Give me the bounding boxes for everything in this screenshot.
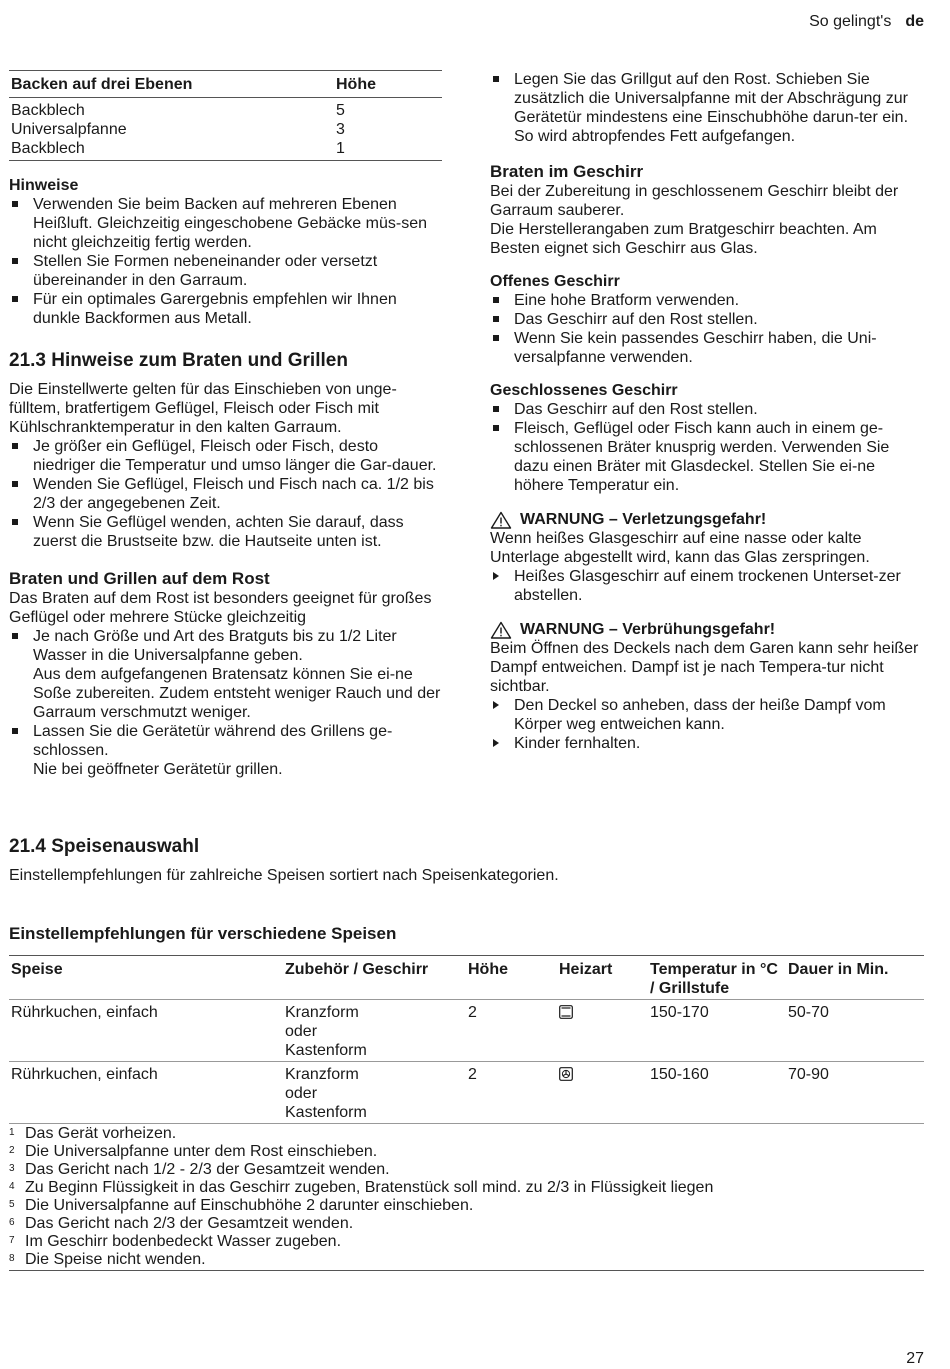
warning-injury <box>490 510 924 529</box>
warning-title: WARNUNG – Verletzungsgefahr! <box>520 511 767 528</box>
list-item-text: Je nach Größe und Art des Bratguts bis zu 1/2 Liter Wasser in die Universalpfanne geben. <box>33 628 397 664</box>
recommendations-table <box>9 955 924 1124</box>
footnote-number: 5 <box>9 1199 15 1210</box>
table-header: Höhe <box>334 71 442 98</box>
column-header-level: Höhe <box>466 956 557 1000</box>
footnote-number: 6 <box>9 1217 15 1228</box>
list-item: Stellen Sie Formen nebeneinander oder versetzt übereinander in den Garraum. <box>9 252 442 290</box>
footnote <box>9 1251 924 1269</box>
list-item-text: Lassen Sie die Gerätetür während des Grillens ge-schlossen. <box>33 723 393 759</box>
header-section: So gelingt's <box>809 13 892 30</box>
list-item <box>9 722 442 779</box>
footnote-text: Die Universalpfanne unter dem Rost einschieben. <box>25 1143 378 1160</box>
notes-list <box>9 195 442 328</box>
heating-cell <box>557 1062 648 1124</box>
table-header: Backen auf drei Ebenen <box>9 71 334 98</box>
footnote <box>9 1125 924 1143</box>
table-cell: Backblech <box>11 102 85 119</box>
column-header-temperature: Temperatur in °C / Grillstufe <box>648 956 786 1000</box>
table-row <box>9 1000 924 1062</box>
table-row <box>9 1062 924 1124</box>
section-21-4-title: 21.4 Speisenauswahl <box>9 836 200 857</box>
warning-triangle-icon <box>490 511 512 529</box>
list-item: Wenden Sie Geflügel, Fleisch und Fisch nach ca. 1/2 bis 2/3 der angegebenen Zeit. <box>9 475 442 513</box>
dish-cell: Rührkuchen, einfach <box>9 1062 283 1124</box>
warning-text: Beim Öffnen des Deckels nach dem Garen kann sehr heißer Dampf entweichen. Dampf ist je nach Tempera-tur nicht sichtbar. <box>490 640 919 695</box>
running-header <box>809 12 924 31</box>
roasting-in-dish-title: Braten im Geschirr <box>490 162 644 181</box>
list-item: Fleisch, Geflügel oder Fisch kann auch in einem ge-schlossenen Bräter knusprig werden. Verwenden Sie dazu einen Bräter mit Glasdeckel. Stellen Sie ei-ne höhere Temperatur ein. <box>490 419 924 495</box>
list-item: Das Geschirr auf den Rost stellen. <box>490 310 924 329</box>
column-header-duration: Dauer in Min. <box>786 956 924 1000</box>
accessory-line: Kranzform <box>285 1066 359 1083</box>
list-item: Eine hohe Bratform verwenden. <box>490 291 924 310</box>
warning-scalding <box>490 620 924 639</box>
open-dish-list <box>490 291 924 367</box>
accessory-line: Kranzform <box>285 1004 359 1021</box>
temperature-cell: 150-160 <box>648 1062 786 1124</box>
accessory-line: Kastenform <box>285 1104 367 1121</box>
column-header-heating: Heizart <box>557 956 648 1000</box>
closed-dish-title: Geschlossenes Geschirr <box>490 382 678 399</box>
section-21-3-intro: Die Einstellwerte gelten für das Einschieben von unge-fülltem, bratfertigem Geflügel, Fleisch oder Fisch mit Kühlschranktemperatur in den kalten Garraum. <box>9 381 397 436</box>
grill-rack-title: Braten und Grillen auf dem Rost <box>9 569 270 588</box>
column-header-accessory: Zubehör / Geschirr <box>283 956 466 1000</box>
right-column <box>490 70 924 753</box>
section-21-3-title: 21.3 Hinweise zum Braten und Grillen <box>9 350 348 371</box>
page-number: 27 <box>906 1350 924 1367</box>
footnote-number: 2 <box>9 1145 15 1156</box>
grill-rack-intro: Das Braten auf dem Rost ist besonders geeignet für großes Geflügel oder mehrere Stücke gleichzeitig <box>9 590 432 626</box>
action-item: Kinder fernhalten. <box>490 734 924 753</box>
footnotes <box>9 1125 924 1271</box>
duration-cell: 70-90 <box>786 1062 924 1124</box>
top-bottom-heat-icon <box>559 1005 573 1019</box>
footnote <box>9 1233 924 1251</box>
list-item: Wenn Sie kein passendes Geschirr haben, die Uni-versalpfanne verwenden. <box>490 329 924 367</box>
list-item: Verwenden Sie beim Backen auf mehreren Ebenen Heißluft. Gleichzeitig eingeschobene Gebäcke müs-sen nicht gleichzeitig fertig werden. <box>9 195 442 252</box>
footnote-number: 4 <box>9 1181 15 1192</box>
hot-air-fan-icon <box>559 1067 573 1081</box>
header-language: de <box>905 13 924 30</box>
footnote-text: Zu Beginn Flüssigkeit in das Geschirr zugeben, Bratenstück soll mind. zu 2/3 in Flüssigkeit liegen <box>25 1179 714 1196</box>
open-dish-title: Offenes Geschirr <box>490 273 620 290</box>
footnote-number: 8 <box>9 1253 15 1264</box>
paragraph: Die Herstellerangaben zum Bratgeschirr beachten. Am Besten eignet sich Geschirr aus Glas. <box>490 221 877 257</box>
table-cell: Backblech <box>9 139 334 161</box>
accessory-cell <box>283 1000 466 1062</box>
warning-actions <box>490 696 924 753</box>
accessory-line: oder <box>285 1023 318 1040</box>
footnote <box>9 1143 924 1161</box>
grill-rack-list-continued <box>490 70 924 146</box>
heating-cell <box>557 1000 648 1062</box>
roasting-notes-list <box>9 437 442 551</box>
action-item: Heißes Glasgeschirr auf einem trockenen Unterset-zer abstellen. <box>490 567 924 605</box>
left-column <box>9 70 442 779</box>
list-item-extra: Nie bei geöffneter Gerätetür grillen. <box>33 761 283 778</box>
temperature-cell: 150-170 <box>648 1000 786 1062</box>
level-cell: 2 <box>466 1000 557 1062</box>
recommendations-table-title: Einstellempfehlungen für verschiedene Speisen <box>9 924 397 943</box>
footnote-number: 1 <box>9 1127 15 1138</box>
accessory-cell <box>283 1062 466 1124</box>
footnote-number: 3 <box>9 1163 15 1174</box>
footnote-text: Im Geschirr bodenbedeckt Wasser zugeben. <box>25 1233 342 1250</box>
warning-triangle-icon <box>490 621 512 639</box>
warning-title: WARNUNG – Verbrühungsgefahr! <box>520 621 776 638</box>
footnote-text: Die Universalpfanne auf Einschubhöhe 2 darunter einschieben. <box>25 1197 474 1214</box>
list-item: Je größer ein Geflügel, Fleisch oder Fisch, desto niedriger die Temperatur und umso länger die Gar-dauer. <box>9 437 442 475</box>
list-item <box>9 627 442 722</box>
footnote-number: 7 <box>9 1235 15 1246</box>
footnote-text: Das Gericht nach 2/3 der Gesamtzeit wenden. <box>25 1215 354 1232</box>
list-item: Für ein optimales Garergebnis empfehlen wir Ihnen dunkle Backformen aus Metall. <box>9 290 442 328</box>
dish-cell: Rührkuchen, einfach <box>9 1000 283 1062</box>
list-item: Das Geschirr auf den Rost stellen. <box>490 400 924 419</box>
warning-text: Wenn heißes Glasgeschirr auf eine nasse oder kalte Unterlage abgestellt wird, kann das Glas zerspringen. <box>490 530 870 566</box>
accessory-line: Kastenform <box>285 1042 367 1059</box>
footnote-text: Das Gericht nach 1/2 - 2/3 der Gesamtzeit wenden. <box>25 1161 390 1178</box>
paragraph: Bei der Zubereitung in geschlossenem Geschirr bleibt der Garraum sauberer. <box>490 183 899 219</box>
table-cell: 3 <box>336 121 345 138</box>
footnote-text: Die Speise nicht wenden. <box>25 1251 206 1268</box>
table-cell: 1 <box>334 139 442 161</box>
section-21-4-intro: Einstellempfehlungen für zahlreiche Speisen sortiert nach Speisenkategorien. <box>9 867 559 884</box>
list-item-extra: Aus dem aufgefangenen Bratensatz können Sie ei-ne Soße zubereiten. Zudem entsteht weniger Rauch und der Garraum verschmutzt weniger. <box>33 666 441 721</box>
footnote <box>9 1215 924 1233</box>
closed-dish-list <box>490 400 924 495</box>
accessory-line: oder <box>285 1085 318 1102</box>
table-cell: 5 <box>336 102 345 119</box>
table-cell: Universalpfanne <box>11 121 127 138</box>
notes-title: Hinweise <box>9 177 79 194</box>
list-item: Legen Sie das Grillgut auf den Rost. Schieben Sie zusätzlich die Universalpfanne mit der Abschrägung zur Gerätetür mindestens eine Einschubhöhe darun-ter ein. So wird abtropfendes Fett aufgefangen. <box>490 70 924 146</box>
warning-actions <box>490 567 924 605</box>
list-item: Wenn Sie Geflügel wenden, achten Sie darauf, dass zuerst die Brustseite bzw. die Hautseite unten ist. <box>9 513 442 551</box>
column-header-dish: Speise <box>9 956 283 1000</box>
three-levels-table <box>9 70 442 161</box>
duration-cell: 50-70 <box>786 1000 924 1062</box>
footnote <box>9 1161 924 1179</box>
action-item: Den Deckel so anheben, dass der heiße Dampf vom Körper weg entweichen kann. <box>490 696 924 734</box>
level-cell: 2 <box>466 1062 557 1124</box>
footnote-text: Das Gerät vorheizen. <box>25 1125 177 1142</box>
footnote <box>9 1179 924 1197</box>
footnote <box>9 1197 924 1215</box>
grill-rack-list <box>9 627 442 779</box>
